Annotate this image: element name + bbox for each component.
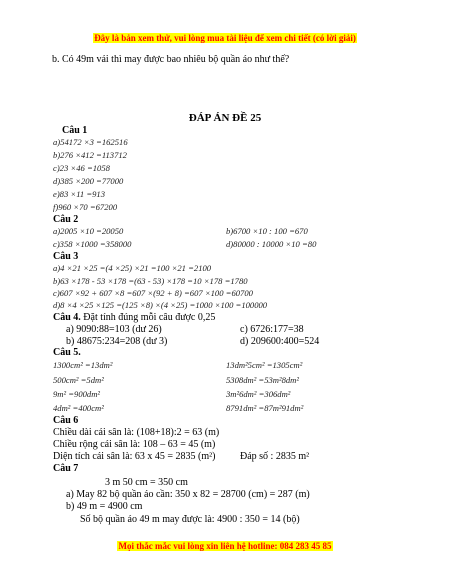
cau5-right-line: 3m²6dm² =306dm² [226, 389, 291, 399]
cau2-right-line: b)6700 ×10 : 100 =670 [226, 226, 308, 236]
cau5-left-line: 1300cm² =13dm² [53, 360, 113, 370]
cau2-left-line: a)2005 ×10 =20050 [53, 226, 124, 236]
cau1-line: b)276 ×412 =113712 [53, 150, 127, 160]
cau4-left-line: a) 9090:88=103 (dư 26) [66, 324, 162, 335]
cau5-left-line: 500cm² =5dm² [53, 375, 104, 385]
cau3-line: d)8 ×4 ×25 ×125 =(125 ×8) ×(4 ×25) =1000 ×100 =100000 [53, 300, 268, 310]
cau6-line: Chiều rộng cái sân là: 108 – 63 = 45 (m) [53, 439, 216, 450]
cau4-instruction: Đặt tính đúng mỗi câu được 0,25 [83, 312, 216, 323]
cau3-heading: Câu 3 [53, 251, 79, 262]
cau7-line: Số bộ quần áo 49 m may được là: 4900 : 350 = 14 (bộ) [80, 514, 300, 525]
cau2-heading: Câu 2 [53, 214, 79, 225]
footer-banner: Mọi thắc mắc vui lòng xin liên hệ hotline: 084 283 45 85 [118, 541, 332, 551]
cau4-title-row [53, 312, 215, 323]
cau2-left-line: c)358 ×1000 =358000 [53, 239, 132, 249]
cau5-left-line: 9m² =900dm² [53, 389, 100, 399]
cau6-line: Diện tích cái sân là: 63 x 45 = 2835 (m²) [53, 451, 216, 462]
cau3-line: b)63 ×178 - 53 ×178 =(63 - 53) ×178 =10 ×178 =1780 [53, 276, 248, 286]
cau7-line: b) 49 m = 4900 cm [66, 501, 143, 512]
cau1-line: f)960 ×70 =67200 [53, 202, 118, 212]
cau3-line: a)4 ×21 ×25 =(4 ×25) ×21 =100 ×21 =2100 [53, 263, 212, 273]
cau7-line: a) May 82 bộ quần áo cần: 350 x 82 = 28700 (cm) = 287 (m) [66, 489, 310, 500]
cau4-left-line: b) 48675:234=208 (dư 3) [66, 336, 168, 347]
cau1-line: e)83 ×11 =913 [53, 189, 106, 199]
cau5-right-line: 8791dm² =87m²91dm² [226, 403, 304, 413]
cau5-left-line: 4dm² =400cm² [53, 403, 104, 413]
cau4-right-line: c) 6726:177=38 [240, 324, 304, 335]
cau6-heading: Câu 6 [53, 415, 79, 426]
cau5-right-line: 5308dm² =53m²8dm² [226, 375, 299, 385]
question-b: b. Có 49m vải thì may được bao nhiêu bộ quần áo như thế? [52, 54, 290, 65]
cau1-heading: Câu 1 [62, 125, 88, 136]
cau5-right-line: 13dm²5cm² =1305cm² [226, 360, 303, 370]
answer-title: ĐÁP ÁN ĐỀ 25 [188, 112, 262, 124]
cau7-conversion: 3 m 50 cm = 350 cm [105, 477, 188, 488]
header-banner: Đây là bản xem thử, vui lòng mua tài liệu để xem chi tiết (có lời giải) [94, 33, 356, 43]
cau6-answer: Đáp số : 2835 m² [240, 451, 310, 462]
cau5-heading: Câu 5. [53, 347, 81, 358]
cau6-line: Chiều dài cái sân là: (108+18):2 = 63 (m) [53, 427, 220, 438]
cau3-line: c)607 ×92 + 607 ×8 =607 ×(92 + 8) =607 ×100 =60700 [53, 288, 253, 298]
cau7-heading: Câu 7 [53, 463, 79, 474]
cau2-right-line: d)80000 : 10000 ×10 =80 [226, 239, 317, 249]
cau1-line: c)23 ×46 =1058 [53, 163, 110, 173]
cau1-line: d)385 ×200 =77000 [53, 176, 124, 186]
cau1-line: a)54172 ×3 =162516 [53, 137, 128, 147]
cau4-heading: Câu 4. [53, 312, 81, 323]
cau4-right-line: d) 209600:400=524 [240, 336, 320, 347]
